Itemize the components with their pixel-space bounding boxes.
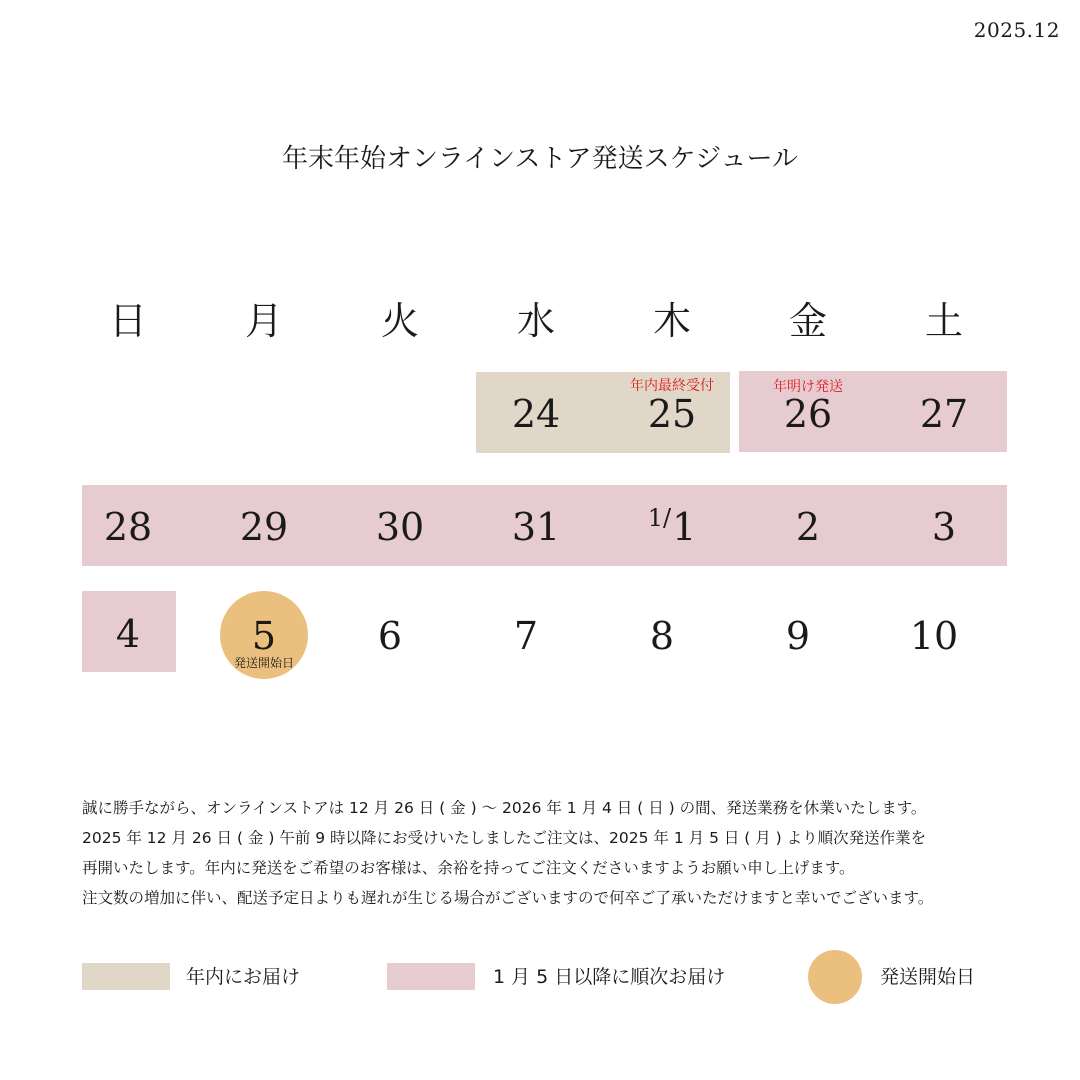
weekday-mon: 月 — [244, 299, 283, 343]
page-title: 年末年始オンラインストア発送スケジュール — [281, 144, 799, 174]
day-2: 2 — [795, 505, 821, 549]
legend-swatch-shipping-start — [808, 950, 862, 1004]
day-27: 27 — [919, 392, 969, 436]
day-26: 26 — [783, 392, 833, 436]
day-8: 8 — [649, 614, 675, 658]
day-jan-1-month: 1/ — [647, 504, 672, 532]
notice-line-1: 誠に勝手ながら、オンラインストアは 12 月 26 日 ( 金 ) ～ 2026 年 1 月 4 日 ( 日 ) の間、発送業務を休業いたします。 — [82, 799, 927, 817]
day-3: 3 — [931, 505, 957, 549]
day-29: 29 — [239, 505, 289, 549]
day-9: 9 — [785, 614, 811, 658]
date-stamp: 2025.12 — [973, 18, 1060, 42]
day-28: 28 — [103, 505, 153, 549]
day-10: 10 — [909, 614, 959, 658]
notice-line-4: 注文数の増加に伴い、配送予定日よりも遅れが生じる場合がございますので何卒ご了承いただけますと幸いでございます。 — [82, 889, 934, 907]
next-year-shipping-note: 年明け発送 — [773, 379, 843, 395]
day-4: 4 — [115, 612, 141, 656]
day-jan-1 — [604, 505, 740, 549]
day-31: 31 — [511, 505, 561, 549]
legend-swatch-from-jan5 — [387, 963, 475, 990]
notice-text — [82, 793, 1002, 913]
notice-line-3: 再開いたします。年内に発送をご希望のお客様は、余裕を持ってご注文くださいますようお願い申し上げます。 — [82, 859, 855, 877]
weekday-wed: 水 — [516, 299, 555, 343]
legend-label-from-jan5: 1 月 5 日以降に順次お届け — [493, 966, 726, 988]
day-7: 7 — [513, 614, 539, 658]
day-25: 25 — [647, 392, 697, 436]
day-6: 6 — [377, 614, 403, 658]
notice-line-2: 2025 年 12 月 26 日 ( 金 ) 午前 9 時以降にお受けいたしましたご注文は、2025 年 1 月 5 日 ( 月 ) より順次発送作業を — [82, 829, 927, 847]
day-5: 5 — [251, 614, 277, 658]
legend-label-shipping-start: 発送開始日 — [880, 966, 976, 988]
weekday-sat: 土 — [924, 299, 963, 343]
day-30: 30 — [375, 505, 425, 549]
shipping-start-label: 発送開始日 — [233, 656, 294, 670]
day-jan-1-day: 1 — [672, 505, 697, 549]
weekday-sun: 日 — [108, 299, 147, 343]
weekday-tue: 火 — [380, 299, 419, 343]
weekday-fri: 金 — [788, 299, 827, 343]
legend-label-within-year: 年内にお届け — [186, 966, 301, 988]
legend-swatch-within-year — [82, 963, 170, 990]
weekday-thu: 木 — [652, 299, 691, 343]
last-order-note: 年内最終受付 — [630, 378, 714, 394]
day-24: 24 — [511, 392, 561, 436]
